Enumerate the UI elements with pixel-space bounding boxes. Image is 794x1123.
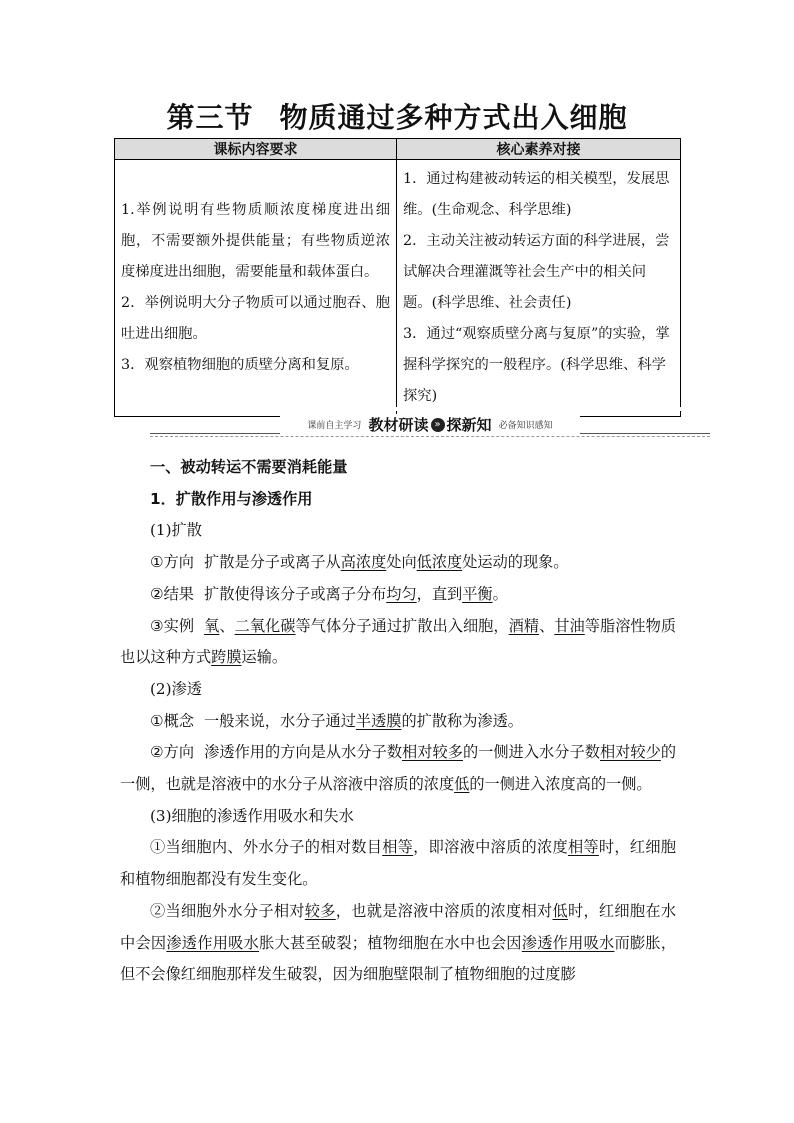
paragraph-direction xyxy=(120,547,676,579)
competency-item: 1．通过构建被动转运的相关模型，发展思维。(生命观念、科学思维) xyxy=(403,171,670,218)
text: 处向 xyxy=(386,553,417,572)
text: ，也就是溶液中溶质的浓度相对 xyxy=(335,901,553,920)
blank-answer: 低 xyxy=(454,775,470,794)
text: 时，红细胞和植物细胞都没有发生变化。 xyxy=(120,838,677,889)
blank-answer: 均匀 xyxy=(386,584,417,603)
blank-answer: 二氧化碳 xyxy=(234,616,296,635)
text: 等脂溶性物质也以这种方式 xyxy=(120,616,677,667)
blank-answer: 甘油 xyxy=(554,616,585,635)
table-bottom-gap xyxy=(152,407,682,411)
item-label: ①概念 xyxy=(150,711,194,730)
blank-answer: 酒精 xyxy=(508,616,540,635)
subheading-cell-osmosis: (3)细胞的渗透作用吸水和失水 xyxy=(150,806,354,825)
text: 、 xyxy=(219,616,235,635)
text: 等气体分子通过扩散出入细胞， xyxy=(295,616,509,635)
blank-answer: 较多 xyxy=(304,901,336,920)
text: 。 xyxy=(492,584,508,603)
item-label: ②结果 xyxy=(150,584,194,603)
blank-answer: 低 xyxy=(552,901,568,920)
text: 的一侧进入浓度高的一侧。 xyxy=(469,775,652,794)
text: 扩散使得该分子或离子分布 xyxy=(204,584,387,603)
blank-answer: 渗透作用吸水 xyxy=(521,933,615,952)
item-label: ③实例 xyxy=(150,616,195,635)
paragraph-equal xyxy=(120,832,676,895)
subheading-diffusion: (1)扩散 xyxy=(150,521,202,540)
divider-main-text: 教材研读 xyxy=(368,416,429,434)
curriculum-cell xyxy=(115,160,397,417)
text: ，直到 xyxy=(416,584,463,603)
curriculum-item: 3．观察植物细胞的质壁分离和复原。 xyxy=(121,357,359,373)
text: 的扩散称为渗透。 xyxy=(401,711,523,730)
objectives-table xyxy=(114,138,681,417)
blank-answer: 相等 xyxy=(382,838,414,857)
text: 扩散是分子或离子从 xyxy=(204,553,341,572)
paragraph-more-water xyxy=(120,896,676,991)
competency-item: 2．主动关注被动转运方面的科学进展，尝试解决合理灌溉等社会生产中的相关问题。(科学思维、社会责任) xyxy=(403,233,670,311)
paragraph-osmosis-direction xyxy=(120,737,676,800)
divider-left-text: 课前自主学习 xyxy=(307,421,362,431)
heading-level1: 一、被动转运不需要消耗能量 xyxy=(150,458,348,476)
blank-answer: 半透膜 xyxy=(355,711,402,730)
header-competency: 核心素养对接 xyxy=(397,139,681,160)
paragraph-concept xyxy=(120,706,676,738)
competency-cell xyxy=(397,160,681,417)
text: 处运动的现象。 xyxy=(462,553,569,572)
text: ，即溶液中溶质的浓度 xyxy=(413,838,568,857)
double-arrow-icon: » xyxy=(431,418,445,432)
blank-answer: 相等 xyxy=(567,838,599,857)
blank-answer: 低浓度 xyxy=(416,553,463,572)
text: 胀大甚至破裂；植物细胞在水中也会因 xyxy=(259,933,522,952)
divider-right-text: 必备知识感知 xyxy=(498,421,553,431)
text: 一般来说，水分子通过 xyxy=(204,711,356,730)
divider-line-dashed xyxy=(150,436,710,437)
item-label: ①方向 xyxy=(150,553,194,572)
main-content xyxy=(120,452,676,991)
curriculum-item: 2．举例说明大分子物质可以通过胞吞、胞吐进出细胞。 xyxy=(121,295,390,342)
heading-level2: 1．扩散作用与渗透作用 xyxy=(150,489,313,508)
text: ①当细胞内、外水分子的相对数目 xyxy=(150,838,383,857)
section-number: 第三节 xyxy=(166,101,254,134)
header-curriculum: 课标内容要求 xyxy=(115,139,397,160)
text: 运输。 xyxy=(241,648,288,667)
divider-banner xyxy=(280,414,580,434)
page-title xyxy=(0,96,794,136)
text: 的一侧，也就是溶液中的水分子从溶液中溶质的浓度 xyxy=(120,743,677,794)
paragraph-example xyxy=(120,611,676,674)
text: 的一侧进入水分子数 xyxy=(462,743,600,762)
subheading-osmosis: (2)渗透 xyxy=(150,679,202,698)
blank-answer: 渗透作用吸水 xyxy=(166,933,260,952)
blank-answer: 氧 xyxy=(204,616,220,635)
blank-answer: 跨膜 xyxy=(211,648,242,667)
competency-item: 3．通过“观察质壁分离与复原”的实验，掌握科学探究的一般程序。(科学思维、科学探究) xyxy=(403,326,670,404)
section-title: 物质通过多种方式出入细胞 xyxy=(279,101,628,134)
text: 、 xyxy=(539,616,555,635)
blank-answer: 平衡 xyxy=(462,584,493,603)
text: 渗透作用的方向是从水分子数 xyxy=(204,743,403,762)
blank-answer: 高浓度 xyxy=(340,553,387,572)
text: ②当细胞外水分子相对 xyxy=(150,901,305,920)
text: 而膨胀，但不会像红细胞那样发生破裂，因为细胞壁限制了植物细胞的过度膨 xyxy=(120,933,677,984)
item-label: ②方向 xyxy=(150,743,195,762)
blank-answer: 相对较多 xyxy=(402,743,463,762)
paragraph-result xyxy=(120,579,676,611)
divider-main-text-2: 探新知 xyxy=(446,416,492,434)
curriculum-item: 1.举例说明有些物质顺浓度梯度进出细胞，不需要额外提供能量；有些物质逆浓度梯度进出细胞，需要能量和载体蛋白。 xyxy=(121,202,390,280)
section-divider xyxy=(150,412,710,440)
text: 时，红细胞在水中会因 xyxy=(120,901,677,952)
blank-answer: 相对较少 xyxy=(599,743,661,762)
